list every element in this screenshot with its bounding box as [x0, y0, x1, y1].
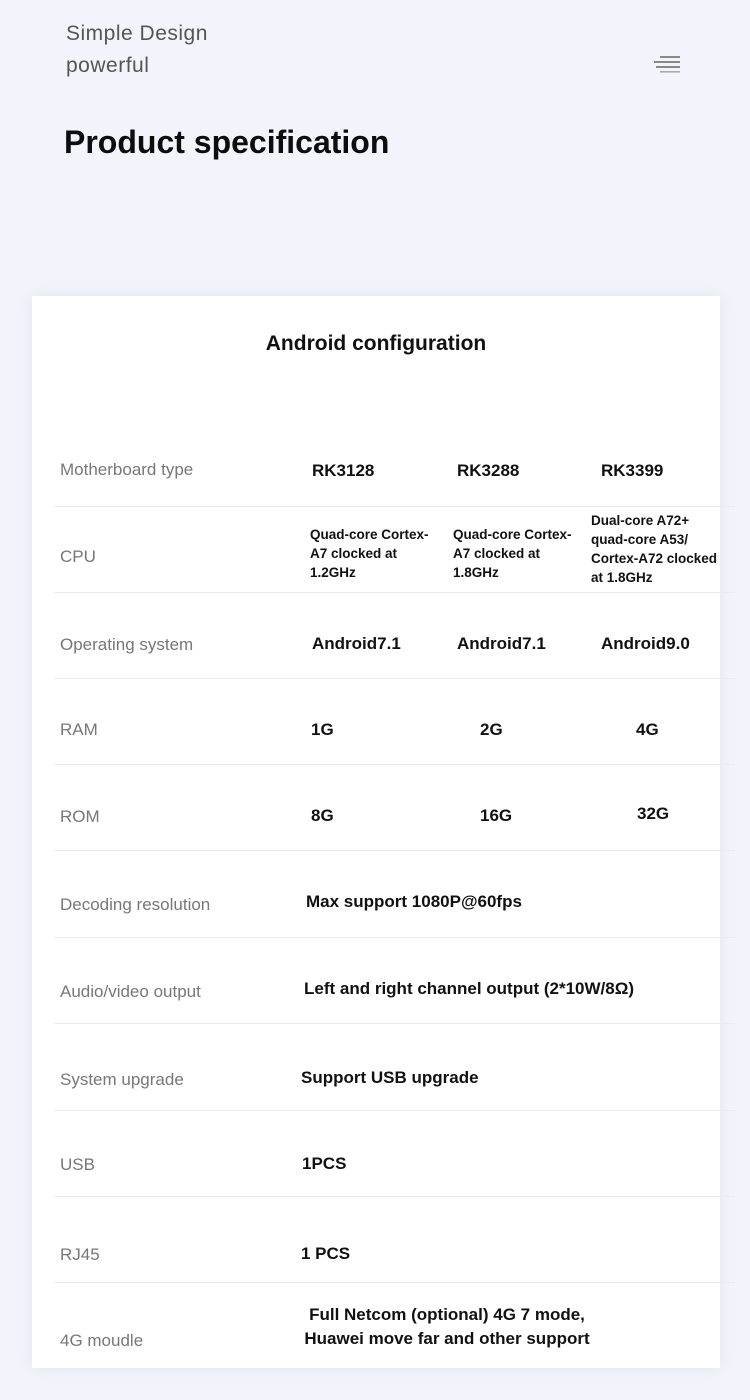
spec-value-rk3399: RK3399: [601, 461, 664, 480]
spec-value-rk3288: RK3288: [457, 461, 520, 480]
spec-value-4g-line-1: Full Netcom (optional) 4G 7 mode,: [309, 1305, 585, 1324]
spec-row-cpu: [54, 506, 736, 593]
page-title: Product specification: [64, 124, 390, 160]
spec-value-cpu-1: Quad-core Cortex-A7 clocked at 1.2GHz: [310, 527, 429, 580]
spec-label: Operating system: [60, 635, 194, 654]
spec-value-ram-2: 2G: [480, 720, 503, 739]
spec-row-os: [54, 592, 736, 679]
spec-value-decoding: Max support 1080P@60fps: [306, 892, 522, 911]
spec-label: 4G moudle: [60, 1331, 144, 1350]
hamburger-menu-icon: [652, 55, 682, 75]
spec-row-motherboard: [54, 440, 736, 507]
spec-row-ram: [54, 678, 736, 765]
spec-value-cpu-2: Quad-core Cortex-A7 clocked at 1.8GHz: [453, 527, 572, 580]
spec-value-4g-line-2: Huawei move far and other support: [304, 1329, 590, 1348]
spec-value-rom-2: 16G: [480, 806, 513, 825]
spec-row-decoding: [54, 850, 736, 938]
spec-label: Motherboard type: [60, 460, 194, 479]
spec-card: [32, 296, 720, 1368]
spec-label: Decoding resolution: [60, 895, 211, 914]
spec-value-rom-3: 32G: [637, 804, 670, 823]
spec-value-os-3: Android9.0: [601, 634, 690, 653]
spec-row-rj45: [54, 1196, 736, 1283]
header-tagline: [66, 18, 208, 82]
card-title: Android configuration: [265, 332, 487, 355]
spec-value-audio-video: Left and right channel output (2*10W/8Ω): [304, 979, 635, 998]
spec-label: RJ45: [60, 1245, 100, 1264]
spec-label: RAM: [60, 720, 98, 739]
spec-label: Audio/video output: [60, 982, 201, 1001]
tagline-line-2: powerful: [66, 54, 150, 77]
menu-button[interactable]: [652, 55, 682, 75]
spec-value-cpu-3: Dual-core A72+ quad-core A53/ Cortex-A72 clocked at 1.8GHz: [591, 513, 718, 585]
spec-value-ram-1: 1G: [311, 720, 334, 739]
spec-row-rom: [54, 764, 736, 851]
spec-value-4g-module: [287, 1303, 607, 1351]
spec-value-usb: 1PCS: [302, 1154, 347, 1173]
spec-value-rk3128: RK3128: [312, 461, 375, 480]
spec-value-os-1: Android7.1: [312, 634, 401, 653]
spec-row-usb: [54, 1110, 736, 1197]
spec-label: CPU: [60, 547, 96, 566]
spec-row-audio-video: [54, 937, 736, 1024]
spec-value-upgrade: Support USB upgrade: [301, 1068, 479, 1087]
spec-value-rom-1: 8G: [311, 806, 334, 825]
spec-label: ROM: [60, 807, 100, 826]
spec-row-upgrade: [54, 1023, 736, 1111]
spec-value-os-2: Android7.1: [457, 634, 546, 653]
spec-value-rj45: 1 PCS: [301, 1244, 351, 1263]
spec-row-4g-module: [54, 1282, 736, 1368]
spec-value-ram-3: 4G: [636, 720, 659, 739]
spec-label: System upgrade: [60, 1070, 184, 1089]
tagline-line-1: Simple Design: [66, 22, 208, 45]
spec-label: USB: [60, 1155, 95, 1174]
